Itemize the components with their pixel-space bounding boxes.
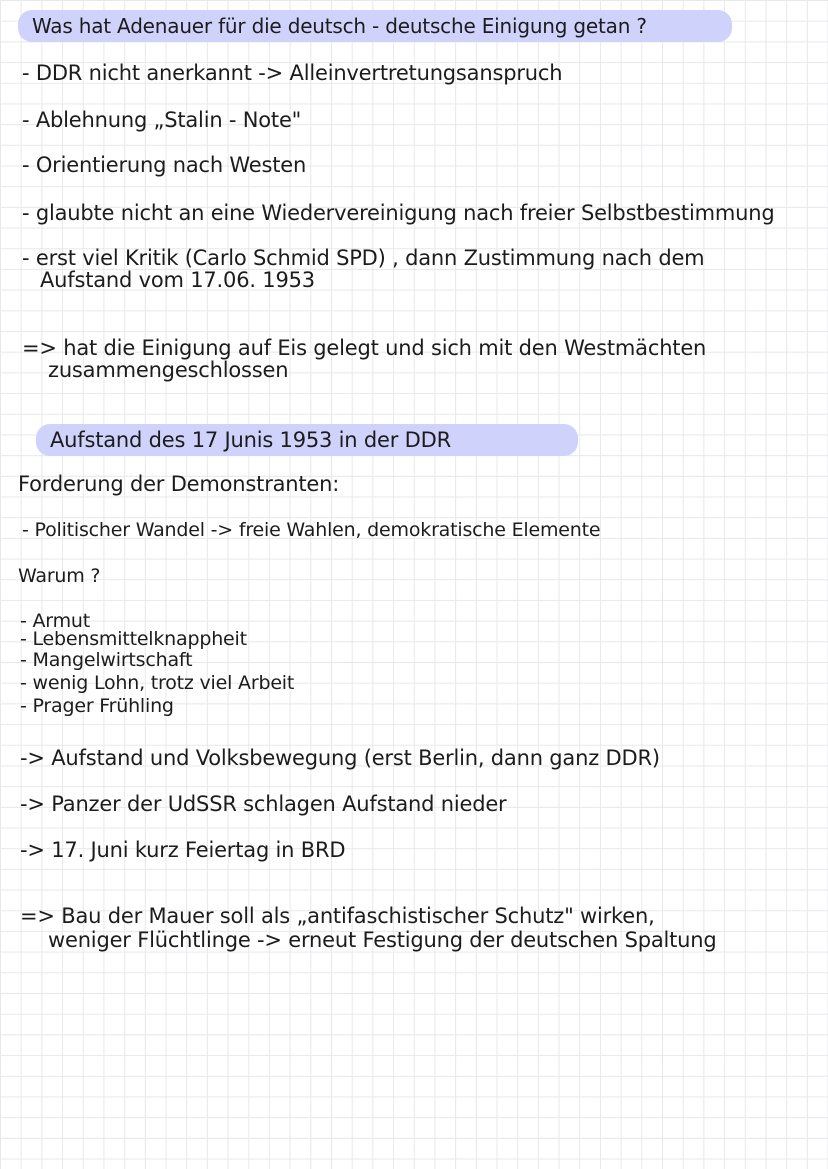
section1-point-4: - glaubte nicht an eine Wiedervereinigung nach freier Selbstbestimmung [22,201,775,225]
section2-conclusion-2: weniger Flüchtlinge -> erneut Festigung der deutschen Spaltung [48,928,717,952]
section1-conclusion-2: zusammengeschlossen [48,358,289,382]
consequence-2: -> Panzer der UdSSR schlagen Aufstand nieder [20,792,507,816]
section1-conclusion-1: => hat die Einigung auf Eis gelegt und sich mit den Westmächten [22,336,707,360]
reason-2: - Lebensmittelknappheit [20,628,247,650]
demands-label: Forderung der Demonstranten: [18,472,340,496]
reason-5: - Prager Frühling [20,695,174,717]
section1-point-5: - erst viel Kritik (Carlo Schmid SPD) , dann Zustimmung nach dem [22,246,705,270]
reason-3: - Mangelwirtschaft [20,649,193,671]
consequence-3: -> 17. Juni kurz Feiertag in BRD [20,838,346,862]
section2-heading: Aufstand des 17 Junis 1953 in der DDR [50,428,451,452]
section2-conclusion-1: => Bau der Mauer soll als „antifaschistischer Schutz" wirken, [20,904,655,928]
section1-point-3: - Orientierung nach Westen [22,153,307,177]
section1-heading: Was hat Adenauer für die deutsch - deutsche Einigung getan ? [32,14,647,38]
why-label: Warum ? [18,565,101,587]
section1-point-1: - DDR nicht anerkannt -> Alleinvertretungsanspruch [22,61,563,85]
demand-item: - Politischer Wandel -> freie Wahlen, demokratische Elemente [22,519,601,541]
consequence-1: -> Aufstand und Volksbewegung (erst Berlin, dann ganz DDR) [20,746,660,770]
section1-point-5-continued: Aufstand vom 17.06. 1953 [40,268,315,292]
section1-point-2: - Ablehnung „Stalin - Note" [22,108,302,132]
reason-4: - wenig Lohn, trotz viel Arbeit [20,672,295,694]
reason-1: - Armut [20,610,90,632]
